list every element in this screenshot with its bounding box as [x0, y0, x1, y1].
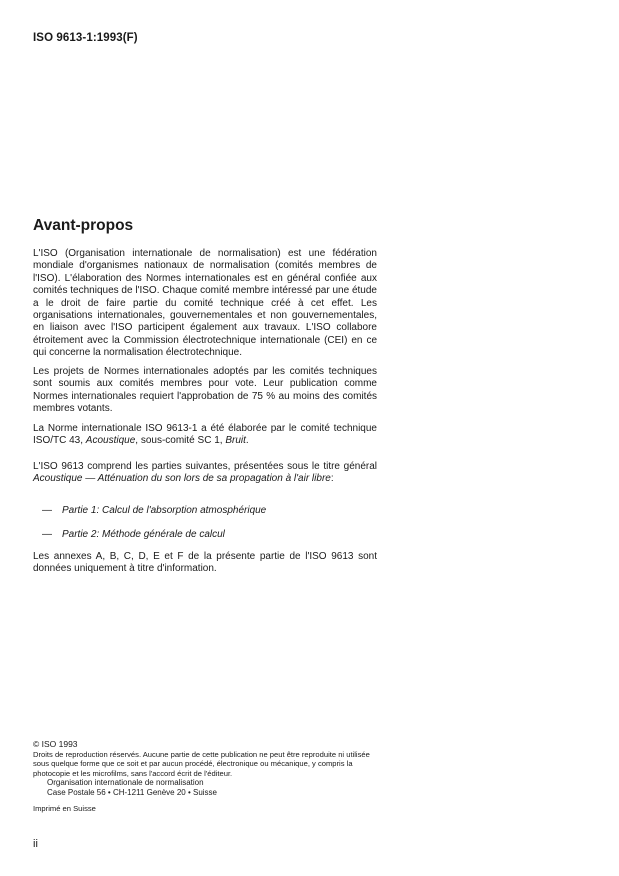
copyright-block	[33, 740, 383, 813]
dash-bullet: —	[42, 505, 52, 516]
list-item-label: Partie 1: Calcul de l'absorption atmosphérique	[62, 505, 267, 516]
parts-general-title: Acoustique — Atténuation du son lors de sa propagation à l'air libre	[33, 473, 331, 485]
paragraph-annexes: Les annexes A, B, C, D, E et F de la présente partie de l'ISO 9613 sont données uniquement à titre d'information.	[33, 551, 377, 575]
committee-bruit: Bruit	[225, 435, 246, 447]
organisation-address: Case Postale 56 • CH-1211 Genève 20 • Suisse	[47, 787, 217, 797]
parts-intro-text: L'ISO 9613 comprend les parties suivantes, présentées sous le titre général	[33, 461, 377, 472]
paragraph-parts-intro	[33, 461, 377, 486]
page-number: ii	[33, 838, 38, 850]
committee-sub: , sous-comité SC 1,	[135, 435, 226, 447]
committee-end: .	[245, 435, 249, 447]
committee-acoustique: Acoustique	[85, 435, 136, 447]
list-item	[42, 505, 382, 517]
dash-bullet: —	[42, 529, 52, 540]
paragraph-iso-description: L'ISO (Organisation internationale de normalisation) est une fédération mondiale d'organismes nationaux de normalisation (comités membres de l'ISO). L'élaboration des Normes internationales est en général confiée aux comités techniques de l'ISO. Chaque comité membre intéressé par une étude a le droit de faire partie du comité technique créé à cet effet. Les organisations internationales, gouvernementales et non gouvernementales, en liaison avec l'ISO participent également aux travaux. L'ISO collabore étroitement avec la Commission électrotechnique internationale (CEI) en ce qui concerne la normalisation électrotechnique.	[33, 248, 377, 359]
list-item-label: Partie 2: Méthode générale de calcul	[62, 529, 225, 540]
copyright-rights: Droits de reproduction réservés. Aucune partie de cette publication ne peut être reproduite ni utilisée sous quelque forme que ce soit et par aucun procédé, électronique ou mécanique, y compris la photocopie et les microfilms, sans l'accord écrit de l'éditeur.	[33, 749, 370, 778]
section-title: Avant-propos	[33, 217, 134, 234]
printed-in: Imprimé en Suisse	[33, 803, 96, 813]
committee-text: La Norme internationale ISO 9613-1 a été élaborée par le comité technique ISO/TC 43,	[33, 423, 377, 447]
parts-intro-colon: :	[330, 473, 334, 485]
copyright-line: © ISO 1993	[33, 739, 78, 749]
paragraph-committee	[33, 423, 377, 448]
paragraph-draft-standards: Les projets de Normes internationales adoptés par les comités techniques sont soumis aux comités membres pour vote. Leur publication comme Normes internationales requiert l'approbation de 75 % au moins des comités membres votants.	[33, 366, 377, 415]
organisation-name: Organisation internationale de normalisation	[47, 778, 204, 788]
document-id-header: ISO 9613-1:1993(F)	[33, 32, 138, 44]
list-item	[42, 529, 382, 541]
